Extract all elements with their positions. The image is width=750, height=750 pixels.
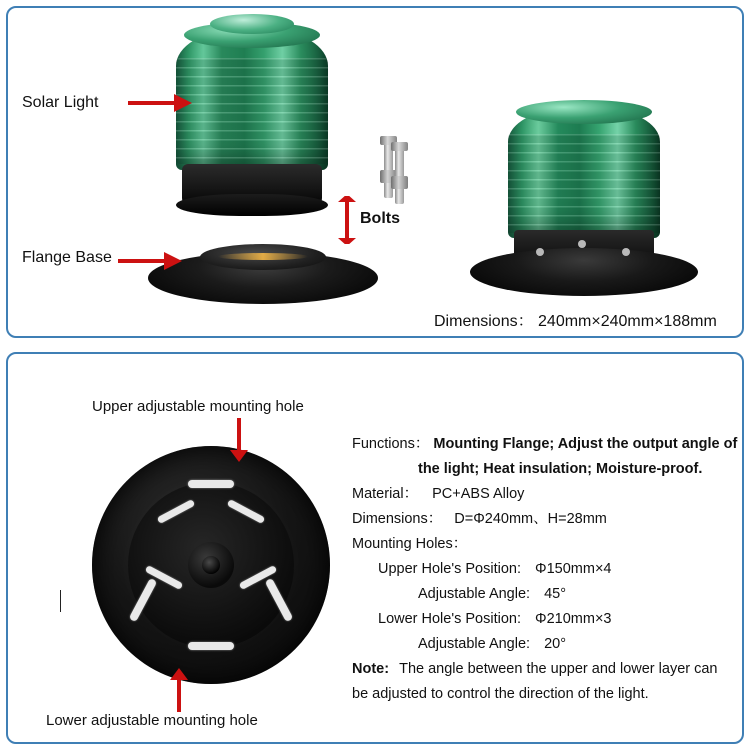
lower-angle-row — [352, 632, 732, 657]
note-value: The angle between the upper and lower layer can — [399, 661, 718, 677]
spacer-icon — [352, 205, 353, 206]
dimensions-label: Dimensions： — [352, 511, 443, 527]
lower-position-row — [352, 607, 732, 632]
lower-angle-label: Adjustable Angle: — [418, 636, 531, 652]
mounting-holes-row — [352, 532, 732, 557]
bolt-nut-icon — [391, 176, 408, 189]
upper-angle-label: Adjustable Angle: — [418, 586, 531, 602]
note-label: Note: — [352, 661, 390, 677]
dimensions-caption: Dimensions： 240mm×240mm×188mm — [434, 313, 717, 330]
flange-base-label: Flange Base — [22, 249, 112, 266]
lower-hole-label: Lower adjustable mounting hole — [46, 712, 258, 729]
solar-light-arrow-icon — [128, 90, 192, 116]
flange-disc-icon — [470, 248, 698, 296]
bolt-icon — [395, 142, 404, 204]
note-row-2 — [352, 682, 732, 707]
screw-icon — [536, 248, 544, 256]
functions-row-2 — [352, 457, 732, 482]
functions-value-line2: the light; Heat insulation; Moisture-proof. — [418, 461, 703, 477]
lower-position-value: Φ210mm×3 — [535, 611, 612, 627]
lower-position-label: Lower Hole's Position: — [378, 611, 522, 627]
scale-tick — [60, 590, 61, 612]
lens-top-icon — [516, 100, 652, 124]
lens-cap-icon — [210, 14, 294, 34]
dimensions-row — [352, 507, 732, 532]
functions-row — [352, 432, 738, 457]
top-panel — [6, 6, 744, 338]
lower-angle-value: 20° — [544, 636, 567, 652]
bolts-label: Bolts — [360, 210, 400, 227]
note-value-line2: be adjusted to control the direction of the light. — [352, 686, 649, 702]
functions-label: Functions： — [352, 436, 430, 452]
flange-base-arrow-icon — [118, 250, 182, 272]
light-body-icon — [182, 164, 322, 208]
bolts-gap-arrow-icon — [334, 196, 360, 244]
upper-hole-arrow-icon — [228, 418, 250, 462]
flange-base-image — [148, 244, 378, 306]
specs-info-block — [352, 432, 738, 707]
lower-mounting-slot — [188, 642, 234, 650]
flange-highlight-icon — [218, 253, 308, 260]
material-label: Material： — [352, 486, 419, 502]
flange-center-icon — [202, 556, 220, 574]
bolts-image — [382, 136, 408, 206]
functions-value: Mounting Flange; Adjust the output angle of — [433, 436, 738, 452]
solar-light-exploded-image — [176, 30, 328, 202]
lens-icon — [508, 108, 660, 238]
spacer-icon — [346, 206, 354, 214]
mounting-holes-label: Mounting Holes： — [352, 536, 468, 552]
material-value: PC+ABS Alloy — [432, 486, 525, 502]
lower-mounting-slot — [188, 480, 234, 488]
upper-position-row — [352, 557, 732, 582]
flange-top-view-image — [92, 446, 330, 684]
lens-icon — [176, 30, 328, 170]
note-row — [352, 657, 732, 682]
material-row — [352, 482, 732, 507]
upper-angle-row — [352, 582, 732, 607]
bolt-head-icon — [391, 142, 408, 151]
dimensions-value: D=Φ240mm、H=28mm — [454, 511, 607, 527]
upper-angle-value: 45° — [544, 586, 567, 602]
upper-hole-label: Upper adjustable mounting hole — [92, 398, 304, 415]
upper-position-label: Upper Hole's Position: — [378, 561, 522, 577]
upper-position-value: Φ150mm×4 — [535, 561, 612, 577]
screw-icon — [578, 240, 586, 248]
assembled-light-image — [470, 98, 698, 288]
solar-light-label: Solar Light — [22, 94, 99, 111]
lower-hole-arrow-icon — [168, 668, 190, 712]
screw-icon — [622, 248, 630, 256]
